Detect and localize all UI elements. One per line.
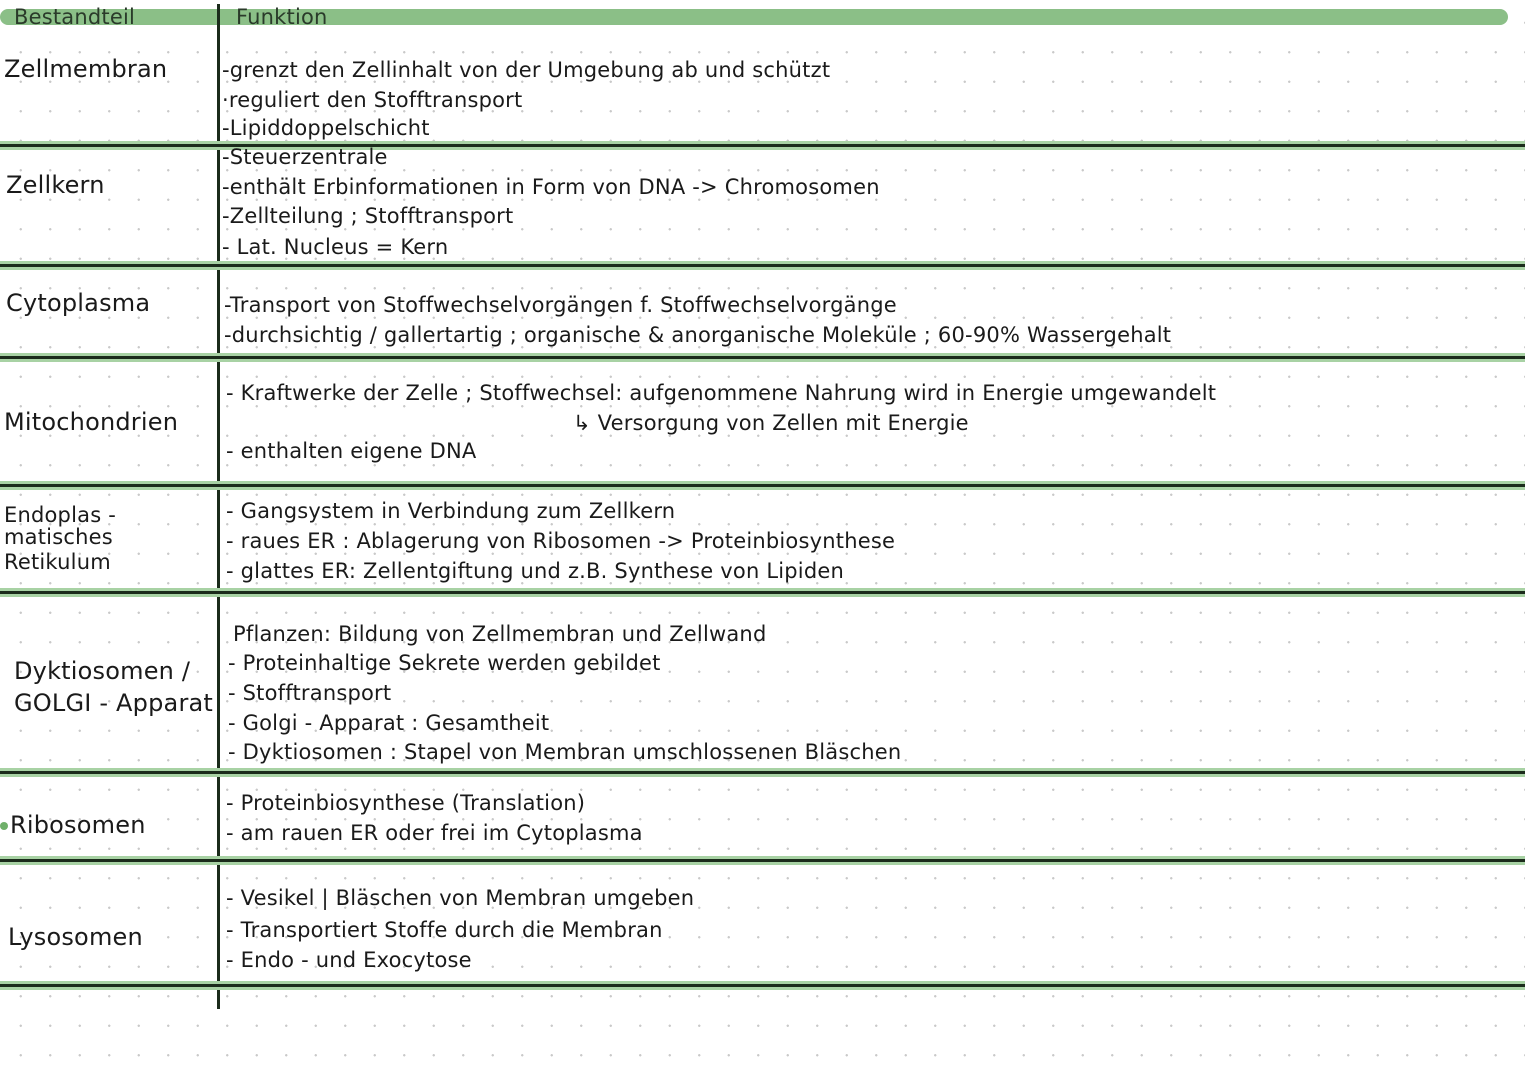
component-name: Cytoplasma [6,289,151,317]
component-name: matisches [4,525,113,549]
component-name: Endoplas - [4,503,116,527]
component-name: Zellkern [6,171,105,199]
function-line: - enthalten eigene DNA [226,439,477,463]
function-line: - Kraftwerke der Zelle ; Stoffwechsel: aufgenommene Nahrung wird in Energie umgewandelt [226,381,1217,405]
function-line: ·reguliert den Stofftransport [222,88,523,112]
component-name: Retikulum [4,550,111,574]
component-name: Lysosomen [8,923,143,951]
function-line: ↳ Versorgung von Zellen mit Energie [573,411,969,435]
function-line: -durchsichtig / gallertartig ; organische & anorganische Moleküle ; 60-90% Wassergehalt [224,323,1172,347]
function-line: - Transportiert Stoffe durch die Membran [226,918,663,942]
row-divider [0,591,1525,594]
function-line: -Transport von Stoffwechselvorgängen f. Stoffwechselvorgänge [224,293,897,317]
function-line: - Vesikel | Bläschen von Membran umgeben [226,886,695,910]
component-name: Mitochondrien [4,408,179,436]
function-line: - Proteinhaltige Sekrete werden gebildet [228,651,661,675]
green-dot-marker [0,822,8,830]
function-line: -Steuerzentrale [222,145,388,169]
component-name: Dyktiosomen / [14,657,191,685]
function-line: - Dyktiosomen : Stapel von Membran umschlossenen Bläschen [228,740,902,764]
function-line: - Lat. Nucleus = Kern [222,235,449,259]
header-funktion: Funktion [236,5,328,29]
function-line: - Endo - und Exocytose [226,948,472,972]
row-divider [0,356,1525,359]
header-highlight [0,9,1508,25]
row-divider [0,484,1525,487]
function-line: - Gangsystem in Verbindung zum Zellkern [226,499,676,523]
function-line: - Golgi - Apparat : Gesamtheit [228,711,550,735]
function-line: - Proteinbiosynthese (Translation) [226,791,586,815]
function-line: - raues ER : Ablagerung von Ribosomen -> Proteinbiosynthese [226,529,896,553]
component-name: Ribosomen [10,811,146,839]
function-line: -enthält Erbinformationen in Form von DNA -> Chromosomen [222,175,880,199]
row-divider [0,264,1525,267]
header-bestandteil: Bestandteil [14,5,136,29]
component-name: Zellmembran [4,55,168,83]
function-line: -grenzt den Zellinhalt von der Umgebung ab und schützt [222,58,831,82]
row-divider [0,771,1525,774]
row-divider [0,859,1525,862]
function-line: - Stofftransport [228,681,392,705]
row-divider [0,984,1525,987]
component-name: GOLGI - Apparat [14,689,214,717]
function-line: -Zellteilung ; Stofftransport [222,204,514,228]
function-line: - am rauen ER oder frei im Cytoplasma [226,821,643,845]
function-line: Pflanzen: Bildung von Zellmembran und Zellwand [233,622,767,646]
function-line: -Lipiddoppelschicht [222,116,430,140]
function-line: - glattes ER: Zellentgiftung und z.B. Synthese von Lipiden [226,559,845,583]
